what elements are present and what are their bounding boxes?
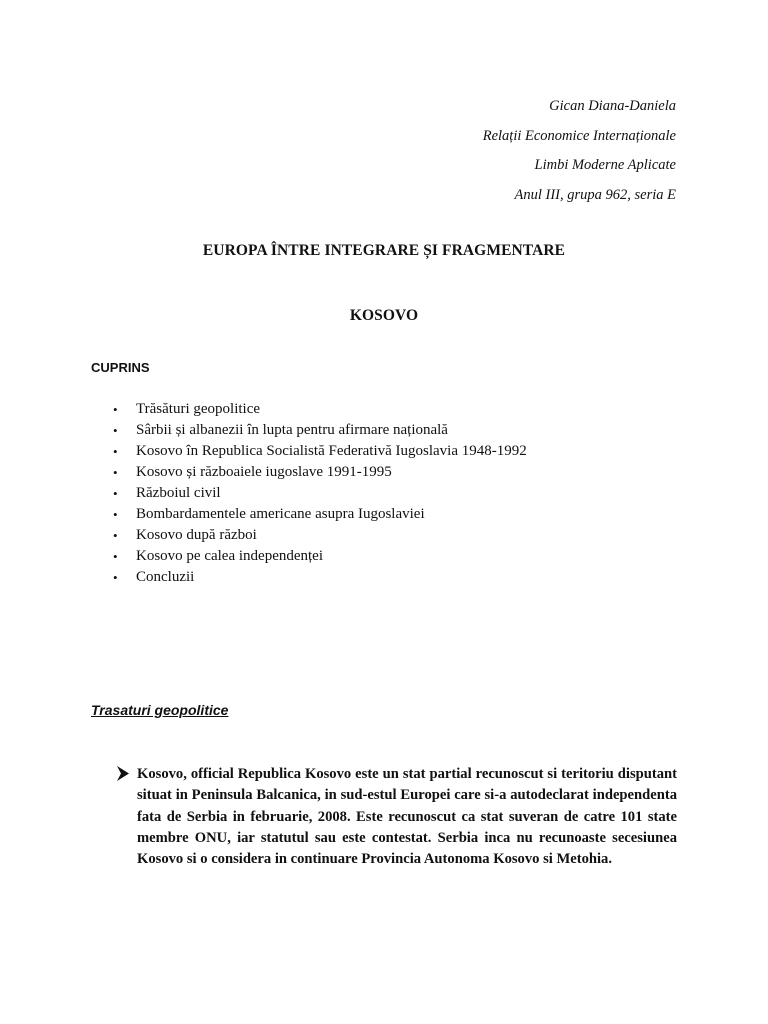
toc-item <box>113 399 527 420</box>
author-group: Anul III, grupa 962, seria E <box>514 186 676 203</box>
toc-item-label: Războiul civil <box>136 485 221 501</box>
toc-item <box>113 567 527 588</box>
bullet-icon: • <box>113 402 118 417</box>
bullet-icon: • <box>113 423 118 438</box>
toc-item-label: Kosovo în Republica Socialistă Federativă Iugoslavia 1948-1992 <box>136 443 527 459</box>
bullet-icon: • <box>113 444 118 459</box>
toc-list <box>113 399 527 588</box>
toc-item-label: Sârbii și albanezii în lupta pentru afirmare națională <box>136 422 448 438</box>
toc-item-label: Kosovo și războaiele iugoslave 1991-1995 <box>136 464 392 480</box>
toc-item <box>113 546 527 567</box>
toc-item <box>113 462 527 483</box>
toc-heading: CUPRINS <box>91 360 150 375</box>
author-info <box>483 92 676 210</box>
toc-item <box>113 504 527 525</box>
toc-item-label: Trăsături geopolitice <box>136 401 261 417</box>
document-title: EUROPA ÎNTRE INTEGRARE ȘI FRAGMENTARE <box>202 242 566 259</box>
bullet-icon: • <box>113 528 118 543</box>
toc-item <box>113 441 527 462</box>
section-paragraph: Kosovo, official Republica Kosovo este un stat partial recunoscut si teritoriu disputant situat in Peninsula Balcanica, in sud-estul Europei care si-a autodeclarat independenta fata de Serbia in februarie, 2008. Este recunoscut ca stat suveran de catre 101 state membre ONU, iar statutul sau este contestat. Serbia inca nu recunoaste secesiunea Kosovo si o considera in continuare Provincia Autonoma Kosovo si Metohia. <box>137 766 677 868</box>
section-heading: Trasaturi geopolitice <box>91 702 229 718</box>
bullet-icon: • <box>113 507 118 522</box>
toc-item <box>113 483 527 504</box>
toc-item-label: Concluzii <box>136 569 195 585</box>
toc-item <box>113 420 527 441</box>
arrow-right-icon <box>116 765 130 782</box>
author-name: Gican Diana-Daniela <box>549 98 676 114</box>
author-specialization: Limbi Moderne Aplicate <box>534 157 676 173</box>
bullet-icon: • <box>113 486 118 501</box>
author-faculty: Relații Economice Internaționale <box>482 127 676 144</box>
toc-item <box>113 525 527 546</box>
toc-item-label: Kosovo după război <box>136 527 257 543</box>
bullet-icon: • <box>113 549 118 564</box>
toc-item-label: Kosovo pe calea independenței <box>136 548 324 564</box>
bullet-icon: • <box>113 570 118 585</box>
bullet-icon: • <box>113 465 118 480</box>
toc-item-label: Bombardamentele americane asupra Iugoslaviei <box>136 506 425 522</box>
document-subtitle: KOSOVO <box>349 307 419 324</box>
